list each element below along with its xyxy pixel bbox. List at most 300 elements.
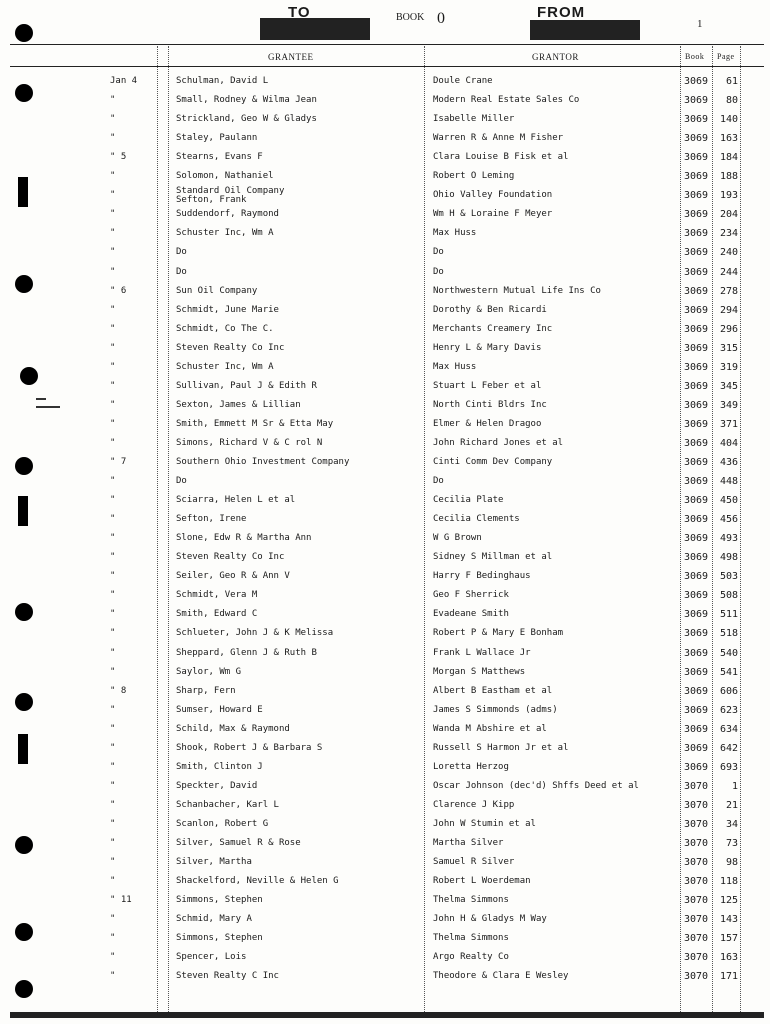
- entry-date: ": [110, 114, 116, 125]
- entry-grantor: Loretta Herzog: [433, 761, 509, 772]
- entry-book: 3070: [684, 914, 709, 926]
- entry-grantee: Schmid, Mary A: [176, 914, 252, 925]
- table-row: [0, 320, 770, 339]
- entry-book: 3069: [684, 228, 709, 240]
- entry-page: 345: [719, 380, 738, 392]
- table-row: [0, 548, 770, 567]
- entry-book: 3069: [684, 285, 709, 297]
- entry-grantee: Sciarra, Helen L et al: [176, 495, 296, 506]
- entry-grantee: Sheppard, Glenn J & Ruth B: [176, 647, 317, 658]
- entry-grantor: John Richard Jones et al: [433, 437, 564, 448]
- entry-grantee: Smith, Edward C: [176, 609, 258, 620]
- entry-grantor: Merchants Creamery Inc: [433, 323, 553, 334]
- table-row: [0, 815, 770, 834]
- entry-date: ": [110, 723, 116, 734]
- entry-page: 540: [719, 647, 738, 659]
- table-row: [0, 167, 770, 186]
- entry-date: ": [110, 761, 116, 772]
- entry-grantee: Simons, Richard V & C rol N: [176, 437, 323, 448]
- entry-grantor: Doule Crane: [433, 76, 493, 86]
- entry-page: 240: [719, 247, 738, 259]
- table-row: [0, 567, 770, 586]
- header-rule: [10, 44, 764, 45]
- entry-date: ": [110, 971, 116, 982]
- entry-date: ": [110, 304, 116, 315]
- table-row: [0, 358, 770, 377]
- entry-grantor: Northwestern Mutual Life Ins Co: [433, 285, 601, 296]
- entry-grantor: Sidney S Millman et al: [433, 552, 553, 563]
- entry-book: 3069: [684, 476, 709, 488]
- entry-date: ": [110, 876, 116, 887]
- entry-book: 3069: [684, 609, 709, 621]
- entry-book: 3070: [684, 857, 709, 869]
- grantee-column-header: GRANTEE: [268, 52, 314, 62]
- entry-date: ": [110, 171, 116, 182]
- entry-book: 3069: [684, 266, 709, 278]
- entry-grantor: Albert B Eastham et al: [433, 685, 553, 696]
- entry-date: " 5: [110, 152, 127, 163]
- entry-grantor: Samuel R Silver: [433, 857, 515, 868]
- entry-grantor: Wanda M Abshire et al: [433, 723, 547, 734]
- book-column-header: Book: [685, 52, 705, 61]
- entry-grantee: Suddendorf, Raymond: [176, 209, 279, 220]
- entry-book: 3069: [684, 628, 709, 640]
- entry-grantor: Max Huss: [433, 228, 477, 239]
- table-row: [0, 282, 770, 301]
- entry-book: 3069: [684, 247, 709, 259]
- entry-page: 80: [725, 95, 738, 107]
- entry-grantee: Strickland, Geo W & Gladys: [176, 114, 317, 125]
- entry-page: 296: [719, 323, 738, 335]
- table-row: [0, 777, 770, 796]
- entry-grantor: Ohio Valley Foundation: [433, 190, 553, 201]
- entry-grantor: Oscar Johnson (dec'd) Shffs Deed et al: [433, 780, 639, 791]
- entry-page: 34: [725, 818, 738, 830]
- entry-page: 450: [719, 495, 738, 507]
- entry-grantee: Spencer, Lois: [176, 952, 247, 963]
- entry-grantor: John W Stumin et al: [433, 818, 536, 829]
- table-row: [0, 301, 770, 320]
- entry-grantee: Sumser, Howard E: [176, 704, 263, 715]
- table-row: [0, 872, 770, 891]
- table-row: [0, 644, 770, 663]
- entry-page: 315: [719, 342, 738, 354]
- table-row: [0, 834, 770, 853]
- entry-book: 3069: [684, 95, 709, 107]
- entry-book: 3070: [684, 799, 709, 811]
- table-row: [0, 510, 770, 529]
- table-row: [0, 796, 770, 815]
- entry-page: 319: [719, 361, 738, 373]
- entry-grantee: Sefton, Irene: [176, 514, 247, 525]
- entry-date: " 7: [110, 457, 127, 467]
- entry-grantor: Frank L Wallace Jr: [433, 647, 531, 658]
- entry-date: ": [110, 514, 116, 525]
- entry-page: 140: [719, 114, 738, 126]
- table-row: [0, 91, 770, 110]
- table-row: [0, 739, 770, 758]
- entry-grantee: Small, Rodney & Wilma Jean: [176, 95, 317, 106]
- table-row: [0, 720, 770, 739]
- entry-date: Jan 4: [110, 76, 138, 86]
- table-row: [0, 929, 770, 948]
- entry-date: ": [110, 914, 116, 925]
- entry-date: ": [110, 571, 116, 582]
- entry-grantee: Saylor, Wm G: [176, 666, 242, 677]
- entry-page: 278: [719, 285, 738, 297]
- entry-page: 21: [725, 799, 738, 811]
- entry-date: ": [110, 190, 116, 201]
- entry-book: 3070: [684, 838, 709, 849]
- entry-grantee: Schmidt, Co The C.: [176, 323, 274, 334]
- entry-date: ": [110, 857, 116, 868]
- entry-grantor: John H & Gladys M Way: [433, 914, 547, 925]
- entry-page: 118: [719, 876, 738, 888]
- entry-grantee: Schild, Max & Raymond: [176, 723, 290, 734]
- entry-grantee: Seiler, Geo R & Ann V: [176, 571, 290, 582]
- entry-grantee: Schlueter, John J & K Melissa: [176, 628, 334, 639]
- entry-grantee: Silver, Martha: [176, 857, 252, 868]
- entry-page: 456: [719, 514, 738, 526]
- entry-page: 371: [719, 418, 738, 430]
- page-column-header: Page: [717, 52, 735, 61]
- table-row: [0, 910, 770, 929]
- table-row: [0, 186, 770, 205]
- entry-grantor: Evadeane Smith: [433, 609, 509, 620]
- table-row: [0, 110, 770, 129]
- entry-grantor: Argo Realty Co: [433, 952, 509, 963]
- entry-page: 493: [719, 533, 738, 545]
- entry-date: ": [110, 533, 116, 544]
- table-row: [0, 624, 770, 643]
- entry-date: ": [110, 418, 116, 429]
- entry-date: ": [110, 361, 116, 372]
- entry-date: ": [110, 799, 116, 810]
- entry-page: 511: [719, 609, 738, 621]
- entry-book: 3070: [684, 780, 709, 792]
- entry-page: 157: [719, 933, 738, 945]
- entry-book: 3070: [684, 952, 709, 964]
- table-row: [0, 453, 770, 472]
- entry-grantee: Do: [176, 247, 187, 258]
- entry-grantor: Robert L Woerdeman: [433, 876, 531, 887]
- entry-book: 3069: [684, 533, 709, 545]
- entry-book: 3069: [684, 514, 709, 526]
- entry-grantor: Dorothy & Ben Ricardi: [433, 304, 547, 315]
- entry-page: 693: [719, 761, 738, 773]
- entry-date: ": [110, 628, 116, 639]
- entry-page: 623: [719, 704, 738, 716]
- entry-grantor: Wm H & Loraine F Meyer: [433, 209, 553, 220]
- entry-page: 143: [719, 914, 738, 926]
- entry-date: ": [110, 399, 116, 410]
- punch-hole: [15, 24, 33, 42]
- page-label: 0: [437, 10, 445, 27]
- entry-page: 61: [725, 76, 738, 87]
- entry-grantee: Solomon, Nathaniel: [176, 171, 274, 182]
- entry-grantee: Southern Ohio Investment Company: [176, 457, 350, 467]
- table-row: [0, 205, 770, 224]
- entry-grantee: Steven Realty Co Inc: [176, 342, 285, 353]
- entry-date: ": [110, 838, 116, 848]
- entry-grantee: Schulman, David L: [176, 76, 269, 86]
- entry-grantor: Cinti Comm Dev Company: [433, 457, 553, 467]
- entry-book: 3069: [684, 114, 709, 126]
- column-header-rule: [10, 66, 764, 67]
- entry-date: " 8: [110, 685, 127, 696]
- entry-grantee: Schuster Inc, Wm A: [176, 228, 274, 239]
- entry-date: ": [110, 247, 116, 258]
- entry-page: 518: [719, 628, 738, 640]
- entry-grantee: Slone, Edw R & Martha Ann: [176, 533, 312, 544]
- entry-grantee: Shook, Robert J & Barbara S: [176, 742, 323, 753]
- grantor-column-header: GRANTOR: [532, 52, 579, 62]
- entry-book: 3069: [684, 323, 709, 335]
- entry-book: 3069: [684, 171, 709, 183]
- entry-book: 3069: [684, 76, 709, 87]
- page-number: 1: [697, 18, 703, 30]
- table-row: [0, 663, 770, 682]
- entry-book: 3069: [684, 399, 709, 411]
- table-row: [0, 472, 770, 491]
- entry-date: ": [110, 933, 116, 944]
- entry-page: 642: [719, 742, 738, 754]
- entry-page: 498: [719, 552, 738, 564]
- from-label: FROM: [537, 4, 586, 21]
- entry-grantor: Morgan S Matthews: [433, 666, 526, 677]
- entry-book: 3070: [684, 971, 709, 983]
- entry-date: ": [110, 704, 116, 715]
- entry-date: ": [110, 228, 116, 239]
- entry-grantee: Scanlon, Robert G: [176, 818, 269, 829]
- entry-book: 3070: [684, 895, 709, 907]
- entry-book: 3069: [684, 647, 709, 659]
- entry-grantee: Sullivan, Paul J & Edith R: [176, 380, 317, 391]
- entry-grantor: Elmer & Helen Dragoo: [433, 418, 542, 429]
- entry-grantee: Stearns, Evans F: [176, 152, 263, 163]
- entry-date: ": [110, 209, 116, 220]
- to-label: TO: [288, 4, 311, 21]
- entry-book: 3069: [684, 209, 709, 221]
- entry-grantee: Schmidt, June Marie: [176, 304, 279, 315]
- entry-grantee: Sharp, Fern: [176, 685, 236, 696]
- entry-date: ": [110, 666, 116, 677]
- grantee-stamp: [260, 18, 370, 40]
- entry-page: 508: [719, 590, 738, 602]
- entry-book: 3069: [684, 152, 709, 164]
- entry-grantor: Cecilia Plate: [433, 495, 504, 506]
- entry-page: 436: [719, 457, 738, 468]
- table-row: [0, 891, 770, 910]
- grantor-stamp: [530, 20, 640, 40]
- entry-grantee: Schmidt, Vera M: [176, 590, 258, 601]
- entry-book: 3069: [684, 437, 709, 449]
- entry-page: 193: [719, 190, 738, 202]
- table-row: [0, 853, 770, 872]
- table-row: [0, 339, 770, 358]
- entry-grantee: Smith, Clinton J: [176, 761, 263, 772]
- entry-grantor: Harry F Bedinghaus: [433, 571, 531, 582]
- table-row: [0, 948, 770, 967]
- entry-date: ": [110, 266, 116, 277]
- entry-book: 3069: [684, 133, 709, 145]
- entry-book: 3069: [684, 552, 709, 564]
- entry-grantor: Russell S Harmon Jr et al: [433, 742, 569, 753]
- entry-date: ": [110, 647, 116, 658]
- entry-date: ": [110, 437, 116, 448]
- entry-date: ": [110, 323, 116, 334]
- table-row: [0, 415, 770, 434]
- entry-grantor: Clarence J Kipp: [433, 799, 515, 810]
- entry-grantee: Schuster Inc, Wm A: [176, 361, 274, 372]
- table-row: [0, 72, 770, 91]
- entry-page: 204: [719, 209, 738, 221]
- table-row: [0, 148, 770, 167]
- entry-grantor: James S Simmonds (adms): [433, 704, 558, 715]
- entry-date: ": [110, 342, 116, 353]
- entry-grantee: Simmons, Stephen: [176, 933, 263, 944]
- entry-grantor: Martha Silver: [433, 838, 504, 848]
- entry-date: ": [110, 780, 116, 791]
- entry-date: ": [110, 495, 116, 506]
- entry-grantee: Sexton, James & Lillian: [176, 399, 301, 410]
- table-row: [0, 396, 770, 415]
- table-row: [0, 491, 770, 510]
- book-label: BOOK: [396, 12, 425, 23]
- entry-date: ": [110, 476, 116, 487]
- entry-page: 73: [725, 838, 738, 849]
- entry-grantor: Theodore & Clara E Wesley: [433, 971, 569, 982]
- entry-grantor: Henry L & Mary Davis: [433, 342, 542, 353]
- entry-grantee: Silver, Samuel R & Rose: [176, 838, 301, 848]
- entry-book: 3069: [684, 495, 709, 507]
- entry-page: 184: [719, 152, 738, 164]
- entry-page: 634: [719, 723, 738, 735]
- bottom-rule: [10, 1012, 764, 1018]
- entry-page: 404: [719, 437, 738, 449]
- entry-book: 3070: [684, 876, 709, 888]
- entry-grantor: Cecilia Clements: [433, 514, 520, 525]
- entry-page: 541: [719, 666, 738, 678]
- table-row: [0, 682, 770, 701]
- entry-grantee: Standard Oil Company Sefton, Frank: [176, 186, 285, 206]
- entry-date: ": [110, 552, 116, 563]
- entry-date: ": [110, 133, 116, 144]
- entry-grantor: Warren R & Anne M Fisher: [433, 133, 564, 144]
- entry-grantor: Robert O Leming: [433, 171, 515, 182]
- table-row: [0, 967, 770, 986]
- entry-grantor: W G Brown: [433, 533, 482, 544]
- entry-book: 3069: [684, 590, 709, 602]
- entry-book: 3069: [684, 304, 709, 316]
- entry-grantor: Thelma Simmons: [433, 933, 509, 944]
- entry-book: 3069: [684, 723, 709, 735]
- entry-grantee: Steven Realty Co Inc: [176, 552, 285, 563]
- entry-page: 125: [719, 895, 738, 907]
- table-row: [0, 263, 770, 282]
- entry-book: 3069: [684, 761, 709, 773]
- entry-grantee: Schanbacher, Karl L: [176, 799, 279, 810]
- entry-date: ": [110, 952, 116, 963]
- entry-grantee: Do: [176, 266, 187, 277]
- entry-grantor: Do: [433, 247, 444, 258]
- entry-grantor: Robert P & Mary E Bonham: [433, 628, 564, 639]
- entry-grantor: Thelma Simmons: [433, 895, 509, 906]
- entry-grantor: North Cinti Bldrs Inc: [433, 399, 547, 410]
- entry-grantor: Clara Louise B Fisk et al: [433, 152, 569, 163]
- entry-date: ": [110, 380, 116, 391]
- entry-grantee: Staley, Paulann: [176, 133, 258, 144]
- entry-book: 3069: [684, 190, 709, 202]
- entry-grantor: Isabelle Miller: [433, 114, 515, 125]
- entry-book: 3069: [684, 666, 709, 678]
- entry-grantor: Do: [433, 476, 444, 487]
- entry-date: " 6: [110, 285, 127, 296]
- entry-grantor: Stuart L Feber et al: [433, 380, 542, 391]
- entry-book: 3069: [684, 571, 709, 583]
- table-row: [0, 605, 770, 624]
- entry-date: ": [110, 609, 116, 620]
- table-row: [0, 434, 770, 453]
- entry-page: 244: [719, 266, 738, 278]
- table-row: [0, 129, 770, 148]
- entry-page: 234: [719, 228, 738, 240]
- entry-book: 3069: [684, 685, 709, 697]
- entry-date: ": [110, 742, 116, 753]
- entry-page: 163: [719, 133, 738, 145]
- entry-date: " 11: [110, 895, 132, 906]
- entry-page: 606: [719, 685, 738, 697]
- entry-grantor: Max Huss: [433, 361, 477, 372]
- ledger-header: [10, 4, 764, 42]
- entry-grantor: Modern Real Estate Sales Co: [433, 95, 580, 106]
- table-row: [0, 377, 770, 396]
- table-row: [0, 586, 770, 605]
- entry-book: 3069: [684, 457, 709, 468]
- entry-book: 3069: [684, 380, 709, 392]
- entry-page: 503: [719, 571, 738, 583]
- entry-page: 188: [719, 171, 738, 183]
- entry-book: 3069: [684, 418, 709, 430]
- entry-page: 171: [719, 971, 738, 983]
- entry-grantor: Geo F Sherrick: [433, 590, 509, 601]
- entry-book: 3069: [684, 704, 709, 716]
- table-row: [0, 529, 770, 548]
- entry-page: 1: [731, 780, 738, 792]
- entry-date: ": [110, 590, 116, 601]
- entry-grantee: Sun Oil Company: [176, 285, 258, 296]
- entry-book: 3070: [684, 818, 709, 830]
- entry-book: 3069: [684, 361, 709, 373]
- entry-book: 3069: [684, 742, 709, 754]
- entry-book: 3069: [684, 342, 709, 354]
- table-row: [0, 758, 770, 777]
- entry-page: 349: [719, 399, 738, 411]
- entry-grantee: Smith, Emmett M Sr & Etta May: [176, 418, 334, 429]
- entry-grantee: Steven Realty C Inc: [176, 971, 279, 982]
- entry-grantor: Do: [433, 266, 444, 277]
- entry-page: 98: [725, 857, 738, 869]
- entry-grantee: Shackelford, Neville & Helen G: [176, 876, 339, 887]
- table-row: [0, 701, 770, 720]
- entry-page: 448: [719, 476, 738, 488]
- entry-date: ": [110, 818, 116, 829]
- entry-book: 3070: [684, 933, 709, 945]
- entry-grantee: Simmons, Stephen: [176, 895, 263, 906]
- entry-page: 294: [719, 304, 738, 316]
- entry-date: ": [110, 95, 116, 106]
- entry-page: 163: [719, 952, 738, 964]
